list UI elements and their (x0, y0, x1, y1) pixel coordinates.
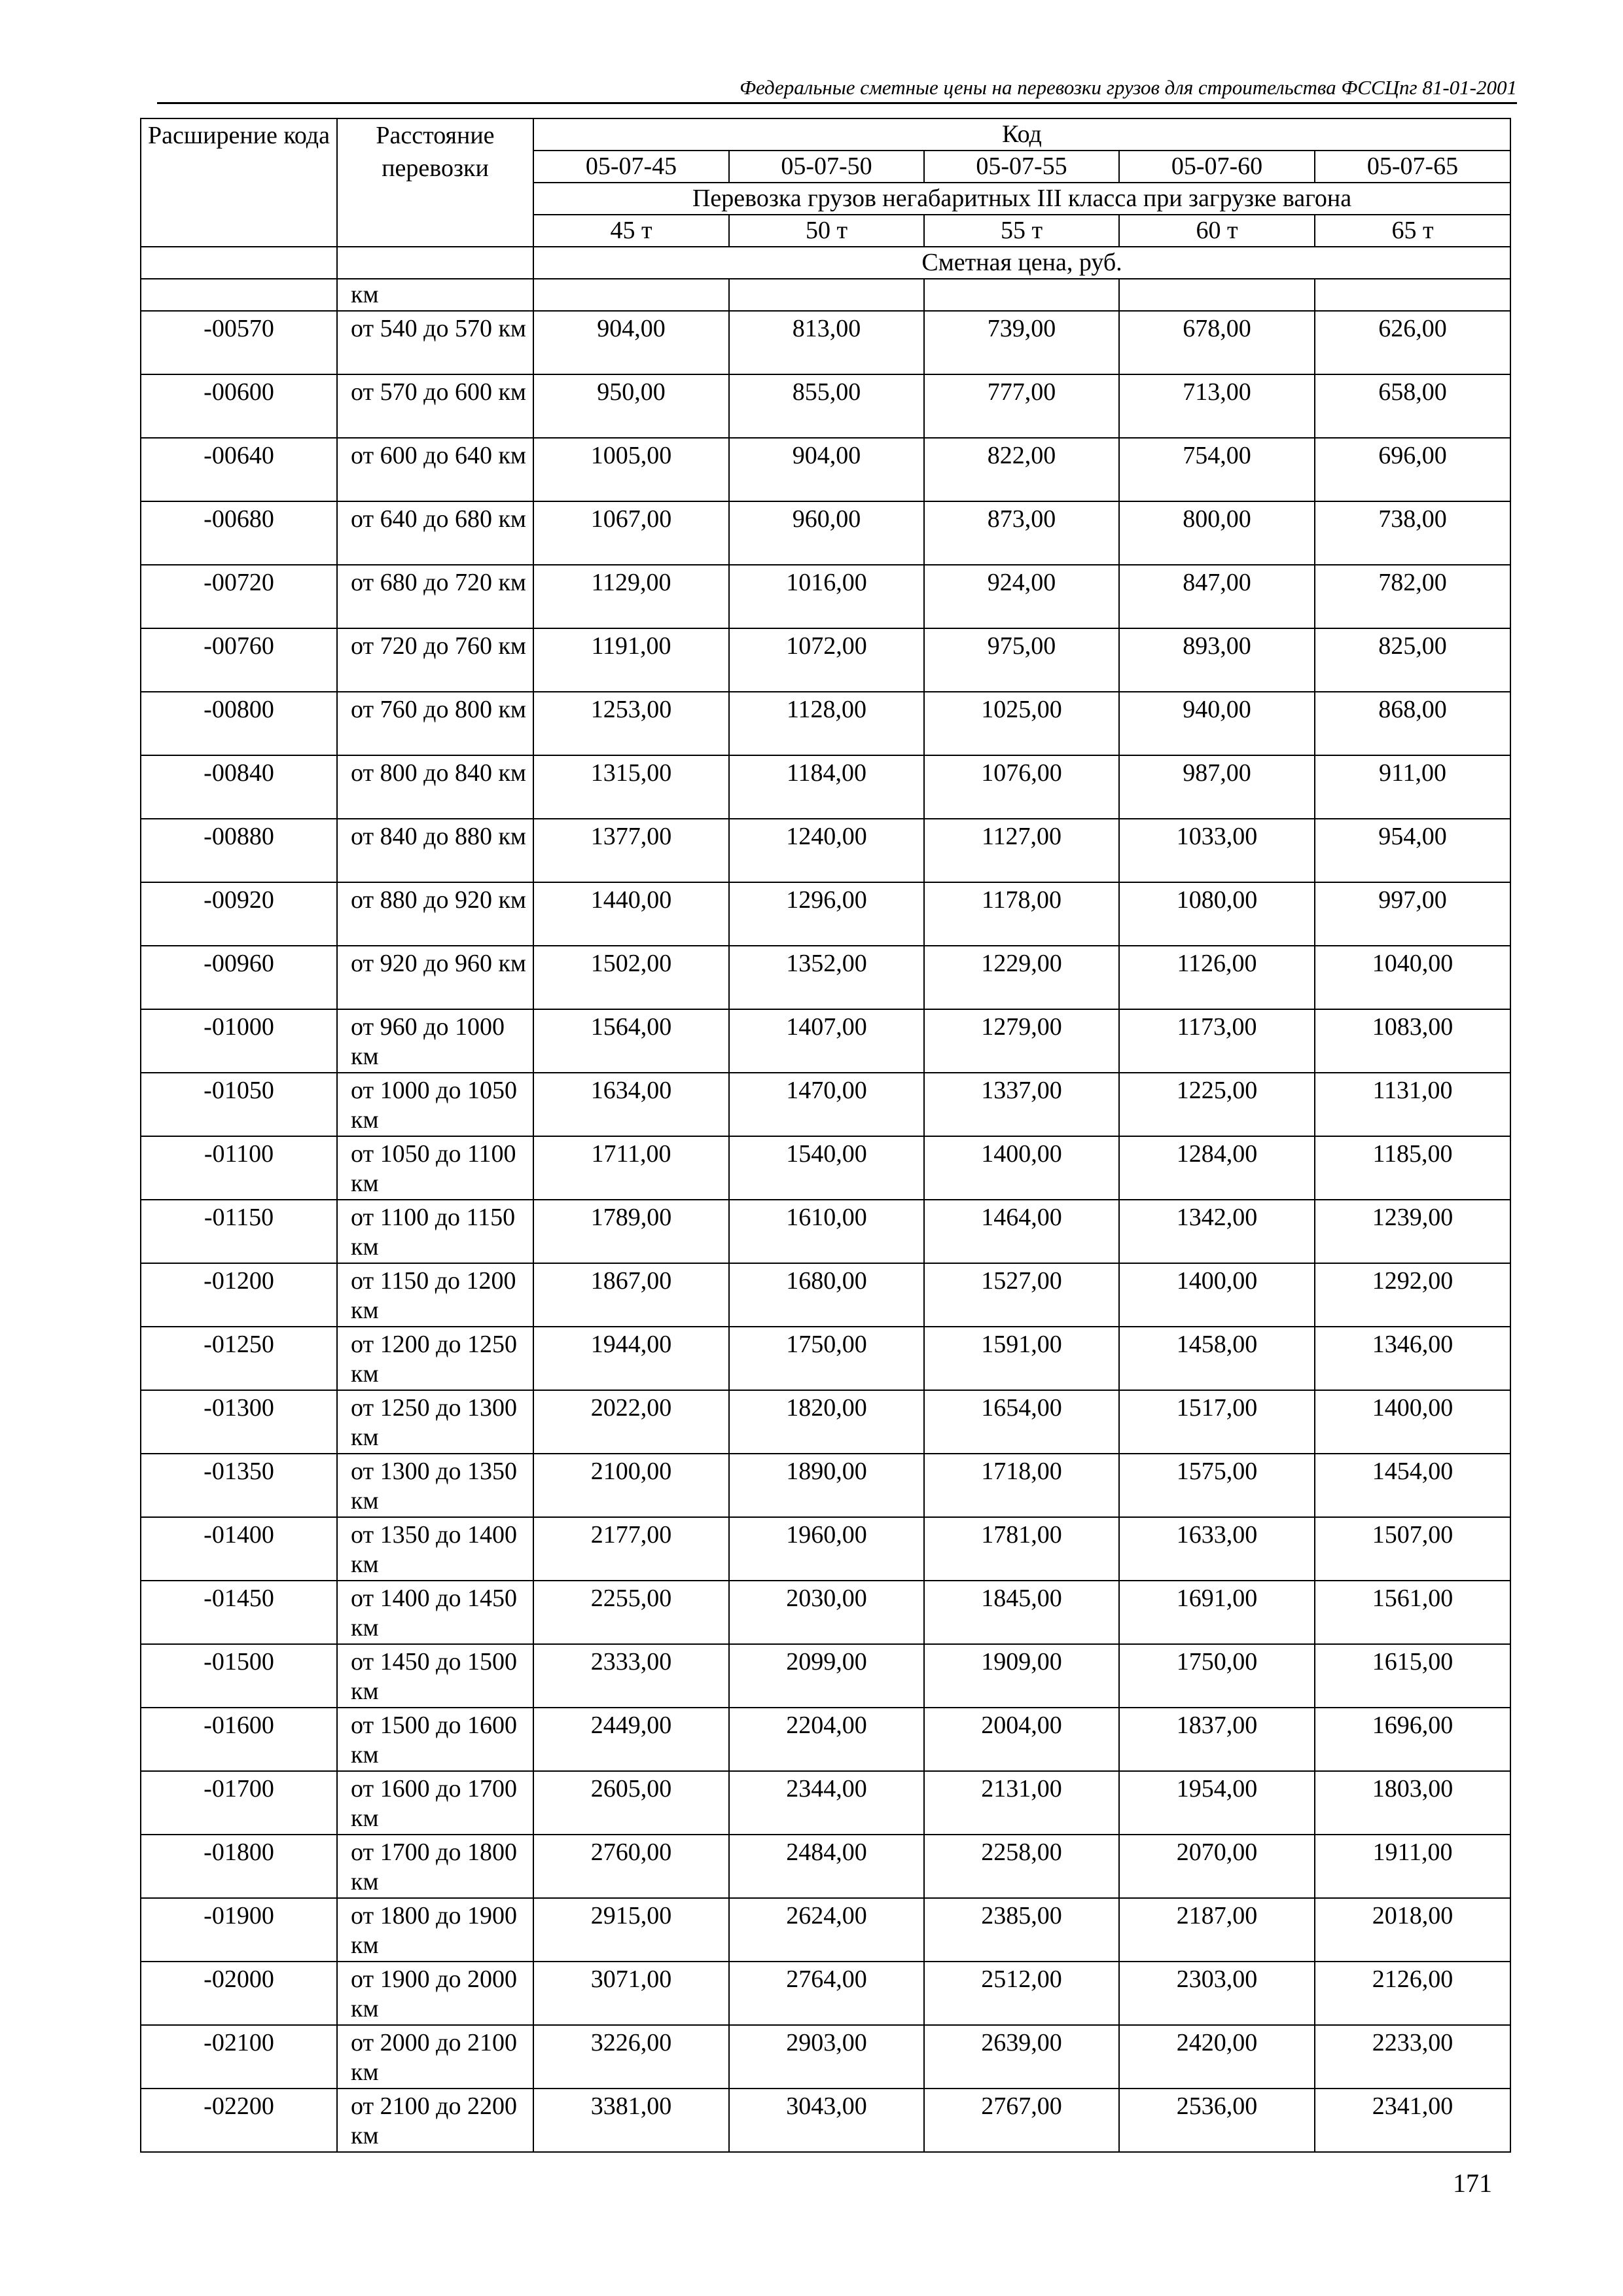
header-load-5: 65 т (1315, 215, 1510, 247)
table-row (141, 565, 1510, 628)
price-cell: 1184,00 (729, 755, 924, 819)
price-cell: 2639,00 (924, 2025, 1119, 2089)
table-row (141, 1771, 1510, 1835)
price-cell: 1954,00 (1119, 1771, 1315, 1835)
price-cell: 2030,00 (729, 1581, 924, 1644)
distance-cell: от 1300 до 1350 км (337, 1454, 533, 1517)
price-cell: 987,00 (1119, 755, 1315, 819)
price-cell: 904,00 (533, 311, 729, 374)
price-cell: 1781,00 (924, 1517, 1119, 1581)
header-ext-code: Расширение кода (141, 118, 337, 247)
ext-code-cell: -01450 (141, 1581, 337, 1644)
price-cell: 1229,00 (924, 946, 1119, 1009)
price-cell: 1076,00 (924, 755, 1119, 819)
price-cell: 1718,00 (924, 1454, 1119, 1517)
ext-code-cell: -01250 (141, 1327, 337, 1390)
price-cell: 2449,00 (533, 1708, 729, 1771)
ext-code-cell: -01800 (141, 1835, 337, 1898)
distance-cell: от 760 до 800 км (337, 692, 533, 755)
ext-code-cell: -01050 (141, 1073, 337, 1136)
price-cell: 1127,00 (924, 819, 1119, 882)
ext-code-cell: -00840 (141, 755, 337, 819)
price-cell: 1173,00 (1119, 1009, 1315, 1073)
price-cell: 1126,00 (1119, 946, 1315, 1009)
table-row (141, 1263, 1510, 1327)
price-cell: 2767,00 (924, 2089, 1119, 2152)
price-cell: 1610,00 (729, 1200, 924, 1263)
price-cell: 1634,00 (533, 1073, 729, 1136)
price-cell: 1016,00 (729, 565, 924, 628)
distance-cell: от 1700 до 1800 км (337, 1835, 533, 1898)
header-load-4: 60 т (1119, 215, 1315, 247)
ext-code-cell: -01000 (141, 1009, 337, 1073)
header-code-3: 05-07-55 (924, 151, 1119, 183)
price-cell: 738,00 (1315, 501, 1510, 565)
distance-cell: от 640 до 680 км (337, 501, 533, 565)
price-cell: 1909,00 (924, 1644, 1119, 1708)
table-row (141, 1581, 1510, 1644)
price-cell: 1960,00 (729, 1517, 924, 1581)
price-table-body (141, 279, 1510, 2152)
price-cell: 754,00 (1119, 438, 1315, 501)
price-cell: 1750,00 (729, 1327, 924, 1390)
price-cell: 1789,00 (533, 1200, 729, 1263)
price-cell: 739,00 (924, 311, 1119, 374)
price-cell: 1067,00 (533, 501, 729, 565)
price-cell: 950,00 (533, 374, 729, 438)
price-cell: 2100,00 (533, 1454, 729, 1517)
distance-cell: от 1100 до 1150 км (337, 1200, 533, 1263)
price-cell: 2099,00 (729, 1644, 924, 1708)
distance-cell: от 2000 до 2100 км (337, 2025, 533, 2089)
price-cell: 658,00 (1315, 374, 1510, 438)
price-cell: 813,00 (729, 311, 924, 374)
price-cell: 2760,00 (533, 1835, 729, 1898)
continuation-price-cell (1119, 279, 1315, 311)
price-cell: 1470,00 (729, 1073, 924, 1136)
price-cell: 2915,00 (533, 1898, 729, 1962)
header-load-1: 45 т (533, 215, 729, 247)
price-cell: 855,00 (729, 374, 924, 438)
price-cell: 1527,00 (924, 1263, 1119, 1327)
price-cell: 2018,00 (1315, 1898, 1510, 1962)
continuation-price-cell (1315, 279, 1510, 311)
price-cell: 1867,00 (533, 1263, 729, 1327)
distance-cell: от 1000 до 1050 км (337, 1073, 533, 1136)
price-cell: 2131,00 (924, 1771, 1119, 1835)
price-cell: 1400,00 (1315, 1390, 1510, 1454)
price-cell: 3043,00 (729, 2089, 924, 2152)
price-cell: 800,00 (1119, 501, 1315, 565)
continuation-distance-cell: км (337, 279, 533, 311)
price-cell: 1239,00 (1315, 1200, 1510, 1263)
header-price-label: Сметная цена, руб. (533, 247, 1510, 279)
price-cell: 1025,00 (924, 692, 1119, 755)
price-cell: 954,00 (1315, 819, 1510, 882)
price-cell: 1615,00 (1315, 1644, 1510, 1708)
continuation-price-cell (924, 279, 1119, 311)
price-cell: 1464,00 (924, 1200, 1119, 1263)
price-cell: 1507,00 (1315, 1517, 1510, 1581)
running-header: Федеральные сметные цены на перевозки грузов для строительства ФССЦпг 81-01-2001 (740, 76, 1517, 99)
price-cell: 678,00 (1119, 311, 1315, 374)
price-cell: 1691,00 (1119, 1581, 1315, 1644)
price-cell: 1517,00 (1119, 1390, 1315, 1454)
table-row (141, 946, 1510, 1009)
price-cell: 825,00 (1315, 628, 1510, 692)
table-row (141, 755, 1510, 819)
price-cell: 2022,00 (533, 1390, 729, 1454)
price-cell: 893,00 (1119, 628, 1315, 692)
page-number: 171 (1453, 2168, 1492, 2198)
price-cell: 1911,00 (1315, 1835, 1510, 1898)
price-cell: 2070,00 (1119, 1835, 1315, 1898)
distance-cell: от 1450 до 1500 км (337, 1644, 533, 1708)
price-cell: 822,00 (924, 438, 1119, 501)
distance-cell: от 1200 до 1250 км (337, 1327, 533, 1390)
price-cell: 2233,00 (1315, 2025, 1510, 2089)
price-cell: 1033,00 (1119, 819, 1315, 882)
distance-cell: от 840 до 880 км (337, 819, 533, 882)
price-cell: 782,00 (1315, 565, 1510, 628)
ext-code-cell: -02100 (141, 2025, 337, 2089)
header-load-3: 55 т (924, 215, 1119, 247)
header-code-5: 05-07-65 (1315, 151, 1510, 183)
price-cell: 1284,00 (1119, 1136, 1315, 1200)
distance-cell: от 600 до 640 км (337, 438, 533, 501)
distance-cell: от 880 до 920 км (337, 882, 533, 946)
price-cell: 1191,00 (533, 628, 729, 692)
price-cell: 1292,00 (1315, 1263, 1510, 1327)
table-row (141, 1200, 1510, 1263)
ext-code-cell: -00680 (141, 501, 337, 565)
price-cell: 1352,00 (729, 946, 924, 1009)
distance-cell: от 1900 до 2000 км (337, 1962, 533, 2025)
price-cell: 2605,00 (533, 1771, 729, 1835)
price-cell: 626,00 (1315, 311, 1510, 374)
distance-cell: от 1350 до 1400 км (337, 1517, 533, 1581)
price-cell: 1185,00 (1315, 1136, 1510, 1200)
price-cell: 1591,00 (924, 1327, 1119, 1390)
table-row (141, 501, 1510, 565)
ext-code-cell: -00570 (141, 311, 337, 374)
price-cell: 1400,00 (924, 1136, 1119, 1200)
distance-cell: от 720 до 760 км (337, 628, 533, 692)
price-cell: 1128,00 (729, 692, 924, 755)
price-cell: 3071,00 (533, 1962, 729, 2025)
price-cell: 1454,00 (1315, 1454, 1510, 1517)
table-row (141, 1073, 1510, 1136)
price-cell: 2385,00 (924, 1898, 1119, 1962)
header-rule (157, 102, 1517, 104)
table-row (141, 1517, 1510, 1581)
price-cell: 1083,00 (1315, 1009, 1510, 1073)
table-row (141, 1390, 1510, 1454)
table-row (141, 1835, 1510, 1898)
table-row (141, 1009, 1510, 1073)
ext-code-cell: -01150 (141, 1200, 337, 1263)
price-cell: 1315,00 (533, 755, 729, 819)
table-row (141, 374, 1510, 438)
price-cell: 1005,00 (533, 438, 729, 501)
distance-cell: от 920 до 960 км (337, 946, 533, 1009)
price-cell: 960,00 (729, 501, 924, 565)
price-cell: 1633,00 (1119, 1517, 1315, 1581)
distance-cell: от 1050 до 1100 км (337, 1136, 533, 1200)
price-cell: 2177,00 (533, 1517, 729, 1581)
table-row (141, 882, 1510, 946)
continuation-price-cell (729, 279, 924, 311)
price-cell: 2344,00 (729, 1771, 924, 1835)
price-cell: 1178,00 (924, 882, 1119, 946)
price-cell: 2255,00 (533, 1581, 729, 1644)
table-row (141, 1898, 1510, 1962)
distance-cell: от 1500 до 1600 км (337, 1708, 533, 1771)
price-cell: 2764,00 (729, 1962, 924, 2025)
price-cell: 1458,00 (1119, 1327, 1315, 1390)
price-cell: 1040,00 (1315, 946, 1510, 1009)
price-cell: 1279,00 (924, 1009, 1119, 1073)
header-code-label: Код (533, 118, 1510, 151)
price-cell: 2204,00 (729, 1708, 924, 1771)
price-cell: 847,00 (1119, 565, 1315, 628)
price-cell: 1346,00 (1315, 1327, 1510, 1390)
price-cell: 1129,00 (533, 565, 729, 628)
distance-cell: от 2100 до 2200 км (337, 2089, 533, 2152)
price-cell: 904,00 (729, 438, 924, 501)
table-row (141, 819, 1510, 882)
ext-code-cell: -01300 (141, 1390, 337, 1454)
price-cell: 1561,00 (1315, 1581, 1510, 1644)
ext-code-cell: -02200 (141, 2089, 337, 2152)
header-distance: Расстояние перевозки (337, 118, 533, 247)
price-cell: 1502,00 (533, 946, 729, 1009)
header-empty-1 (141, 247, 337, 279)
price-cell: 997,00 (1315, 882, 1510, 946)
ext-code-cell: -02000 (141, 1962, 337, 2025)
ext-code-cell: -00600 (141, 374, 337, 438)
price-cell: 1750,00 (1119, 1644, 1315, 1708)
table-row (141, 438, 1510, 501)
header-cargo-description: Перевозка грузов негабаритных III класса при загрузке вагона (533, 183, 1510, 215)
price-cell: 2536,00 (1119, 2089, 1315, 2152)
price-cell: 1540,00 (729, 1136, 924, 1200)
table-row (141, 2089, 1510, 2152)
table-row (141, 1454, 1510, 1517)
price-cell: 2512,00 (924, 1962, 1119, 2025)
price-cell: 713,00 (1119, 374, 1315, 438)
price-cell: 2903,00 (729, 2025, 924, 2089)
header-code-1: 05-07-45 (533, 151, 729, 183)
ext-code-cell: -01350 (141, 1454, 337, 1517)
price-cell: 2333,00 (533, 1644, 729, 1708)
price-cell: 2624,00 (729, 1898, 924, 1962)
distance-cell: от 570 до 600 км (337, 374, 533, 438)
ext-code-cell: -00920 (141, 882, 337, 946)
table-row (141, 692, 1510, 755)
price-cell: 1696,00 (1315, 1708, 1510, 1771)
ext-code-cell: -00800 (141, 692, 337, 755)
distance-cell: от 1800 до 1900 км (337, 1898, 533, 1962)
ext-code-cell: -01600 (141, 1708, 337, 1771)
price-cell: 1337,00 (924, 1073, 1119, 1136)
distance-cell: от 1400 до 1450 км (337, 1581, 533, 1644)
price-cell: 1072,00 (729, 628, 924, 692)
price-cell: 975,00 (924, 628, 1119, 692)
table-row (141, 1136, 1510, 1200)
price-cell: 1407,00 (729, 1009, 924, 1073)
distance-cell: от 1250 до 1300 км (337, 1390, 533, 1454)
price-cell: 924,00 (924, 565, 1119, 628)
distance-cell: от 960 до 1000 км (337, 1009, 533, 1073)
price-cell: 1711,00 (533, 1136, 729, 1200)
price-cell: 696,00 (1315, 438, 1510, 501)
ext-code-cell: -00760 (141, 628, 337, 692)
ext-code-cell: -01200 (141, 1263, 337, 1327)
table-row (141, 1327, 1510, 1390)
price-cell: 1225,00 (1119, 1073, 1315, 1136)
price-cell: 1440,00 (533, 882, 729, 946)
header-load-2: 50 т (729, 215, 924, 247)
price-cell: 1680,00 (729, 1263, 924, 1327)
header-empty-2 (337, 247, 533, 279)
ext-code-cell: -01100 (141, 1136, 337, 1200)
price-cell: 1654,00 (924, 1390, 1119, 1454)
ext-code-cell: -00960 (141, 946, 337, 1009)
header-code-2: 05-07-50 (729, 151, 924, 183)
ext-code-cell: -00880 (141, 819, 337, 882)
continuation-row (141, 279, 1510, 311)
price-cell: 777,00 (924, 374, 1119, 438)
distance-cell: от 680 до 720 км (337, 565, 533, 628)
price-cell: 1080,00 (1119, 882, 1315, 946)
distance-cell: от 540 до 570 км (337, 311, 533, 374)
table-row (141, 1644, 1510, 1708)
price-cell: 1131,00 (1315, 1073, 1510, 1136)
price-cell: 1377,00 (533, 819, 729, 882)
continuation-code-cell (141, 279, 337, 311)
ext-code-cell: -01500 (141, 1644, 337, 1708)
distance-cell: от 1600 до 1700 км (337, 1771, 533, 1835)
price-cell: 1296,00 (729, 882, 924, 946)
price-cell: 1845,00 (924, 1581, 1119, 1644)
price-cell: 1342,00 (1119, 1200, 1315, 1263)
price-cell: 1837,00 (1119, 1708, 1315, 1771)
price-cell: 2004,00 (924, 1708, 1119, 1771)
ext-code-cell: -00640 (141, 438, 337, 501)
continuation-price-cell (533, 279, 729, 311)
price-cell: 1803,00 (1315, 1771, 1510, 1835)
ext-code-cell: -01700 (141, 1771, 337, 1835)
price-cell: 2126,00 (1315, 1962, 1510, 2025)
price-cell: 1890,00 (729, 1454, 924, 1517)
table-row (141, 628, 1510, 692)
distance-cell: от 1150 до 1200 км (337, 1263, 533, 1327)
price-cell: 2303,00 (1119, 1962, 1315, 2025)
distance-cell: от 800 до 840 км (337, 755, 533, 819)
price-cell: 1575,00 (1119, 1454, 1315, 1517)
table-row (141, 311, 1510, 374)
table-row (141, 2025, 1510, 2089)
price-cell: 2341,00 (1315, 2089, 1510, 2152)
price-cell: 2484,00 (729, 1835, 924, 1898)
price-cell: 1253,00 (533, 692, 729, 755)
price-cell: 873,00 (924, 501, 1119, 565)
price-cell: 2258,00 (924, 1835, 1119, 1898)
price-cell: 868,00 (1315, 692, 1510, 755)
price-cell: 3226,00 (533, 2025, 729, 2089)
price-cell: 1240,00 (729, 819, 924, 882)
ext-code-cell: -00720 (141, 565, 337, 628)
price-cell: 940,00 (1119, 692, 1315, 755)
price-cell: 911,00 (1315, 755, 1510, 819)
table-row (141, 1962, 1510, 2025)
price-cell: 1564,00 (533, 1009, 729, 1073)
price-cell: 2187,00 (1119, 1898, 1315, 1962)
price-cell: 1820,00 (729, 1390, 924, 1454)
price-cell: 2420,00 (1119, 2025, 1315, 2089)
header-code-4: 05-07-60 (1119, 151, 1315, 183)
ext-code-cell: -01400 (141, 1517, 337, 1581)
price-cell: 1400,00 (1119, 1263, 1315, 1327)
price-cell: 3381,00 (533, 2089, 729, 2152)
ext-code-cell: -01900 (141, 1898, 337, 1962)
price-table (140, 118, 1511, 2153)
table-row (141, 1708, 1510, 1771)
price-cell: 1944,00 (533, 1327, 729, 1390)
